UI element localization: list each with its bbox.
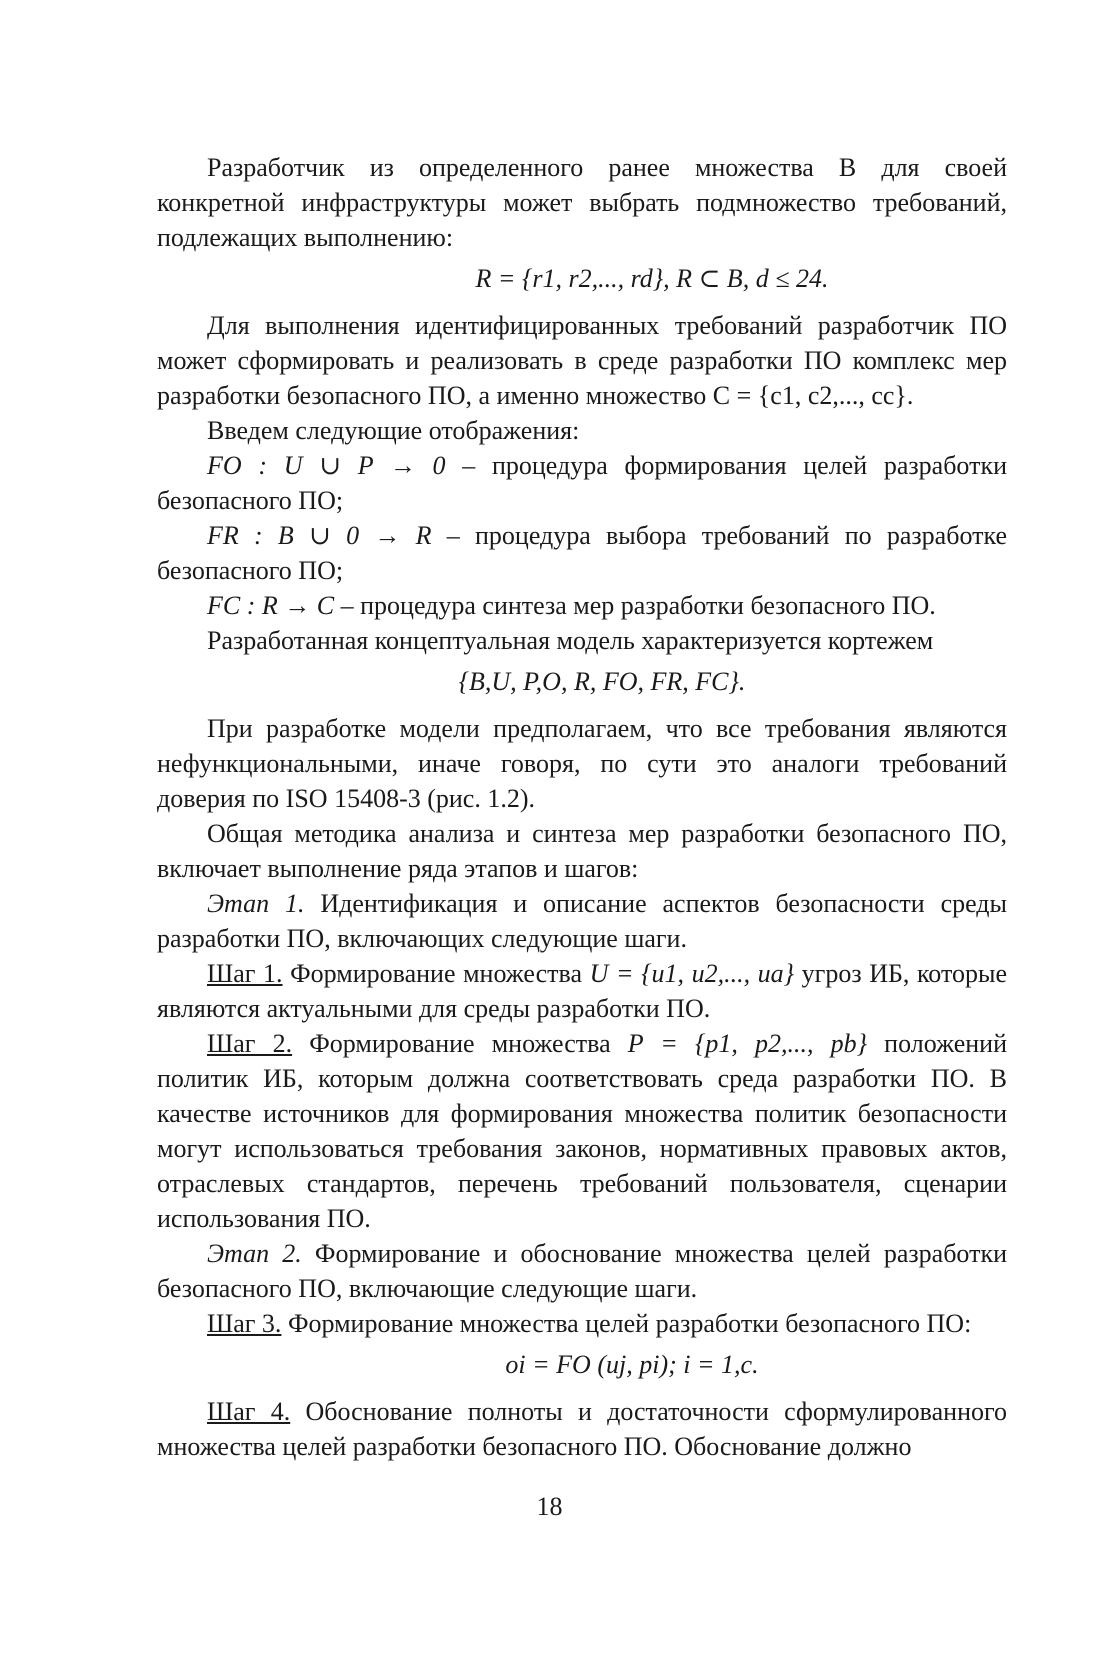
mapping-fo-text: – процедура формирования целей разработки безопасного ПО; [157,451,1007,515]
step-2-text-before: Формирование множества [292,1029,628,1058]
paragraph-assumption: При разработке модели предполагаем, что все требования являются нефункциональными, иначе говоря, по сути это аналоги требований доверия по ISO 15408-3 (рис. 1.2). [157,714,1007,813]
stage-1 [157,886,1007,956]
paragraph-intro: Разработчик из определенного ранее множества B для своей конкретной инфраструктуры может выбрать подмножество требований, подлежащих выполнению: [157,153,1007,252]
page-number: 18 [536,1492,563,1521]
formula-goals: oi = FO (uj, pi); i = 1,c. [505,1350,759,1379]
step-1-text-before: Формирование множества [282,959,590,988]
stage-2-text: Формирование и обоснование множества целей разработки безопасного ПО, включающие следующие шаги. [157,1239,1007,1303]
page-body [157,150,1007,1464]
stage-1-label: Этап 1. [207,889,305,918]
step-2-formula: P = {p1, p2,..., pb} [627,1029,868,1058]
step-1-label: Шаг 1. [207,959,283,988]
step-2 [157,1026,1007,1236]
mapping-fc [157,588,1007,623]
mapping-fr-text: – процедура выбора требований по разработке безопасного ПО; [157,521,1007,585]
paragraph-mappings-intro: Введем следующие отображения: [207,416,580,445]
step-3-label: Шаг 3. [207,1309,282,1338]
mapping-fr [157,518,1007,588]
step-1-formula: U = {u1, u2,..., ua} [589,959,795,988]
stage-2 [157,1236,1007,1306]
stage-2-label: Этап 2. [207,1239,302,1268]
paragraph-model: Разработанная концептуальная модель характеризуется кортежем [207,626,934,655]
mapping-fc-text: – процедура синтеза мер разработки безопасного ПО. [334,591,936,620]
paragraph-methodology: Общая методика анализа и синтеза мер разработки безопасного ПО, включает выполнение ряда этапов и шагов: [157,819,1007,883]
step-3 [157,1306,1007,1341]
step-4-text: Обоснование полноты и достаточности сформулированного множества целей разработки безопасного ПО. Обоснование должно [157,1397,1008,1461]
mapping-fo [157,448,1007,518]
step-1-text-after: угроз ИБ, которые являются актуальными для среды разработки ПО. [157,959,1007,1023]
mapping-fc-formula: FC : R → C [207,591,335,620]
step-3-text: Формирование множества целей разработки безопасного ПО: [281,1309,972,1338]
paragraph-measures: Для выполнения идентифицированных требований разработчик ПО может сформировать и реализовать в среде разработки ПО комплекс мер разработки безопасного ПО, а именно множество C = {c1, c2,..., cc}. [157,311,1007,410]
step-1 [157,956,1007,1026]
mapping-fr-formula: FR : B ∪ 0 → R [207,521,432,550]
stage-1-text: Идентификация и описание аспектов безопасности среды разработки ПО, включающих следующие шаги. [157,889,1007,953]
step-2-label: Шаг 2. [207,1029,293,1058]
mapping-fo-formula: FO : U ∪ P → 0 [207,451,446,480]
formula-tuple: {B,U, P,O, R, FO, FR, FC}. [458,667,746,696]
step-2-text-after: положений политик ИБ, которым должна соответствовать среда разработки ПО. В качестве источников для формирования множества политик безопасности могут использоваться требования законов, нормативных правовых актов, отраслевых стандартов, перечень требований пользователя, сценарии использования ПО. [157,1029,1007,1233]
formula-requirements-set: R = {r1, r2,..., rd}, R ⊂ B, d ≤ 24. [475,264,829,293]
step-4-label: Шаг 4. [207,1397,291,1426]
step-4 [157,1394,1007,1464]
